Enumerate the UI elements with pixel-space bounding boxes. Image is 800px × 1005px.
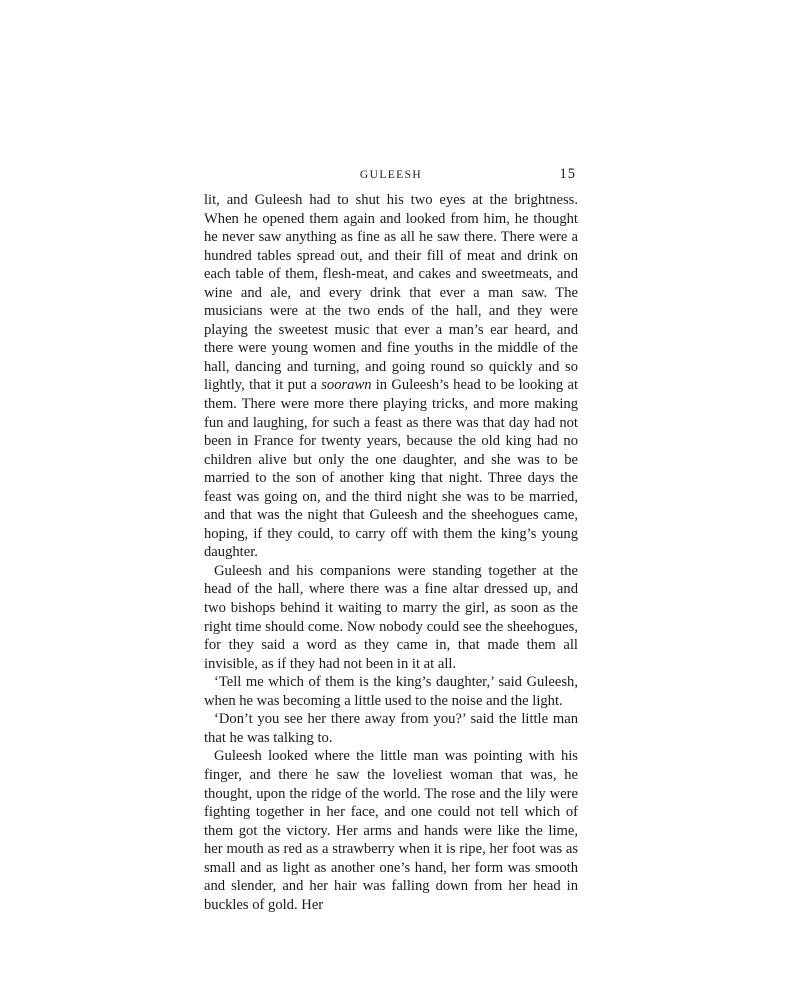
body-text bbox=[204, 191, 578, 914]
paragraph-description: Guleesh looked where the little man was pointing with his finger, and there he saw the loveliest woman that was, he thought, upon the ridge of the world. The rose and the lily were fighting together in her face, and one could not tell which of them got the victory. Her arms and hands were like the lime, her mouth as red as a strawberry when it is ripe, her foot was as small and as light as another one’s hand, her form was smooth and slender, and her hair was falling down from her head in buckles of gold. Her bbox=[204, 748, 578, 913]
running-title: GULEESH bbox=[359, 169, 423, 181]
page-number: 15 bbox=[559, 166, 576, 182]
paragraph-feast-text-after: in Guleesh’s head to be looking at them. There were more there playing tricks, and more making fun and laughing, for such a feast as there was that day had not been in France for twenty years, because the old king had no children alive but only the one daughter, and she was to be married to the son of another king that night. Three days the feast was going on, and the third night she was to be married, and that was the night that Guleesh and the sheehogues came, hoping, if they could, to carry off with them the king’s young daughter. bbox=[204, 377, 579, 561]
paragraph-companions: Guleesh and his companions were standing together at the head of the hall, where there was a fine altar dressed up, and two bishops behind it waiting to marry the girl, as soon as the right time should come. Now nobody could see the sheehogues, for they said a word as they came in, that made them all invisible, as if they had not been in it at all. bbox=[204, 562, 578, 672]
paragraph-dialogue-answer: ‘Don’t you see her there away from you?’ said the little man that he was talking to. bbox=[204, 711, 578, 746]
italic-word-soorawn: soorawn bbox=[321, 377, 372, 394]
running-head bbox=[204, 166, 578, 186]
paragraph-feast-text-before: lit, and Guleesh had to shut his two eyes at the brightness. When he opened them again and looked from him, he thought he never saw anything as fine as all he saw there. There were a hundred tables spread out, and their fill of meat and drink on each table of them, flesh-meat, and cakes and sweetmeats, and wine and ale, and every drink that ever a man saw. The musicians were at the two ends of the hall, and they were playing the sweetest music that ever a man’s ear heard, and there were young women and fine youths in the middle of the hall, dancing and turning, and going round so quickly and so lightly, that it put a bbox=[204, 192, 578, 394]
paragraph-dialogue-question: ‘Tell me which of them is the king’s daughter,’ said Guleesh, when he was becoming a little used to the noise and the light. bbox=[204, 674, 578, 709]
paragraph-feast bbox=[204, 191, 578, 562]
